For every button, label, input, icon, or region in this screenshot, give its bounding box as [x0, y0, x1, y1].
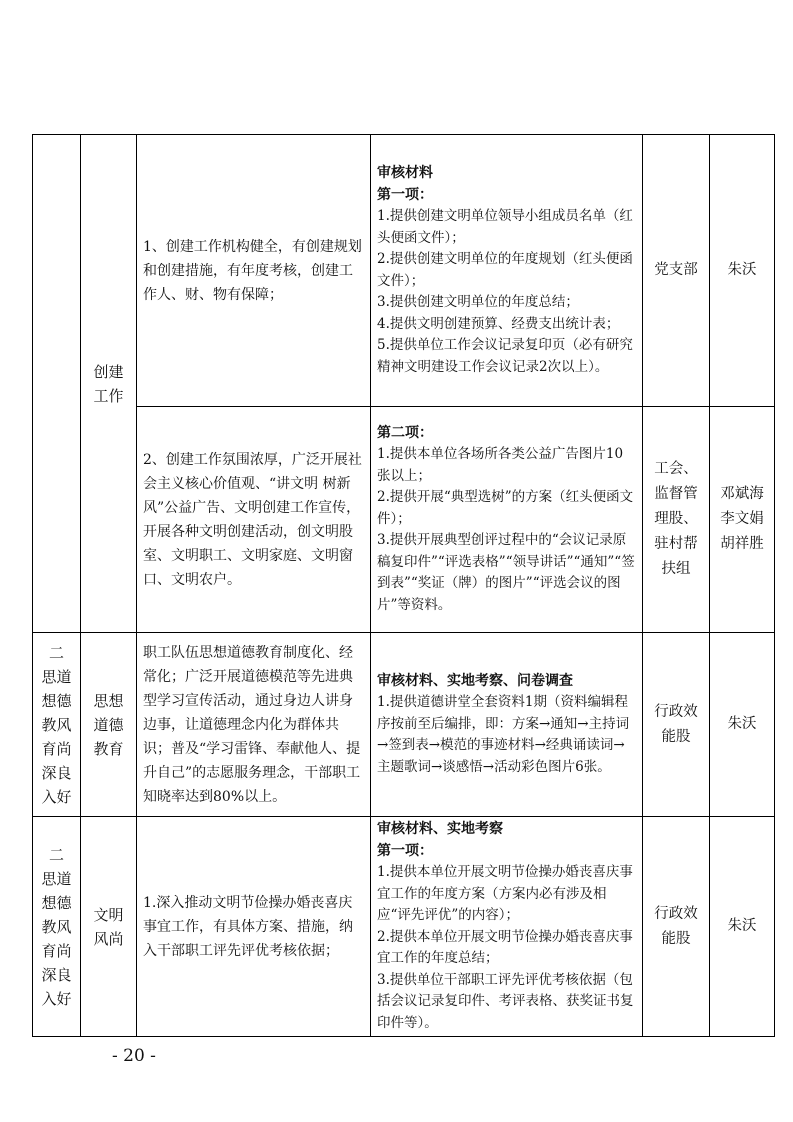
- category-cell-empty: [33, 135, 81, 633]
- material-item: 2.提供本单位开展文明节俭操办婚丧喜庆事宜工作的年度总结；: [377, 928, 633, 966]
- criterion-text: 1、创建工作机构健全，有创建规划和创建措施，有年度考核，创建工作人、财、物有保障；: [143, 238, 362, 303]
- subcategory-label: 创建 工作: [93, 362, 124, 405]
- department-cell: [643, 407, 710, 633]
- person-cell: [710, 817, 775, 1037]
- department-text: 行政效 能股: [654, 703, 698, 745]
- department-cell: [643, 633, 710, 817]
- material-item: 1.提供本单位各场所各类公益广告图片10张以上；: [377, 446, 624, 484]
- person-cell: [710, 135, 775, 407]
- material-item: 3.提供开展典型创评过程中的“会议记录原稿复印件”“评选表格”“领导讲话”“通知”“签到表”“奖证（牌）的图片”“评选会议的图片”等资料。: [377, 532, 635, 613]
- material-item: 2.提供开展“典型选树”的方案（红头便函文件）；: [377, 489, 634, 527]
- person-cell: [710, 407, 775, 633]
- subcategory-cell: [81, 633, 137, 817]
- table-row: [33, 633, 775, 817]
- table-row: [33, 135, 775, 407]
- materials-heading: 审核材料、实地考察: [377, 821, 503, 837]
- materials-heading: 审核材料、实地考察、问卷调查: [377, 672, 573, 689]
- materials-heading: 审核材料: [377, 165, 433, 181]
- criterion-text: 1.深入推动文明节俭操办婚丧喜庆事宜工作，有具体方案、措施，纳入干部职工评先评优考核依据；: [143, 894, 353, 959]
- materials-cell: [371, 633, 643, 817]
- materials-subheading: 第二项：: [377, 424, 433, 441]
- department-text: 工会、 监督管 理股、 驻村帮 扶组: [654, 461, 698, 577]
- subcategory-label: 文明 风尚: [93, 905, 124, 948]
- department-cell: [643, 817, 710, 1037]
- subcategory-label: 思想 道德 教育: [93, 691, 124, 758]
- category-label: 二 思道 想德 教风 育尚 深良 入好: [41, 845, 72, 1008]
- material-item: 3.提供单位干部职工评先评优考核依据（包括会议记录复印件、考评表格、获奖证书复印件等）。: [377, 971, 634, 1031]
- category-cell: [33, 633, 81, 817]
- person-text: 朱沃: [727, 918, 757, 934]
- table-row: [33, 407, 775, 633]
- criterion-text: 2、创建工作氛围浓厚，广泛开展社会主义核心价值观、“讲文明 树新风”公益广告、文明创建工作宣传，开展各种文明创建活动，创文明股室、文明职工、文明家庭、文明窗口、文明农户。: [143, 451, 362, 588]
- category-cell: [33, 817, 81, 1037]
- material-item: 3.提供创建文明单位的年度总结；: [377, 294, 579, 310]
- criterion-cell: [137, 633, 371, 817]
- materials-cell: [371, 135, 643, 407]
- person-text: 邓斌海 李文娟 胡祥胜: [720, 486, 764, 552]
- person-cell: [710, 633, 775, 817]
- material-item: 1.提供创建文明单位领导小组成员名单（红头便函文件）；: [377, 208, 633, 246]
- material-item: 4.提供文明创建预算、经费支出统计表；: [377, 315, 620, 332]
- department-text: 党支部: [654, 262, 698, 278]
- materials-cell: [371, 407, 643, 633]
- subcategory-cell: [81, 135, 137, 633]
- person-text: 朱沃: [727, 716, 757, 732]
- material-item: 1.提供本单位开展文明节俭操办婚丧喜庆事宜工作的年度方案（方案内必有涉及相应“评先评优”的内容）；: [377, 864, 633, 923]
- page-number: - 20 -: [112, 1046, 156, 1066]
- department-text: 行政效 能股: [654, 905, 698, 947]
- subcategory-cell: [81, 817, 137, 1037]
- materials-subheading: 第一项：: [377, 186, 433, 203]
- person-text: 朱沃: [727, 262, 757, 278]
- material-item: 5.提供单位工作会议记录复印页（必有研究精神文明建设工作会议记录2次以上）。: [377, 337, 633, 375]
- category-label: 二 思道 想德 教风 育尚 深良 入好: [41, 643, 72, 806]
- criterion-cell: [137, 407, 371, 633]
- materials-cell: [371, 817, 643, 1037]
- table-row: [33, 817, 775, 1037]
- department-cell: [643, 135, 710, 407]
- criterion-text: 职工队伍思想道德教育制度化、经常化；广泛开展道德模范等先进典型学习宣传活动，通过身边人讲身边事，让道德理念内化为群体共识；普及“学习雷锋、奉献他人、提升自己”的志愿服务理念，干部职工知晓率达到80%以上。: [143, 644, 361, 805]
- material-item: 1.提供道德讲堂全套资料1期（资料编辑程序按前至后编排，即：方案→通知→主持词→签到表→模范的事迹材料→经典诵读词→主题歌词→谈感悟→活动彩色图片6张。: [377, 694, 630, 775]
- criterion-cell: [137, 135, 371, 407]
- materials-subheading: 第一项：: [377, 842, 433, 859]
- criterion-cell: [137, 817, 371, 1037]
- material-item: 2.提供创建文明单位的年度规划（红头便函文件）；: [377, 251, 633, 289]
- criteria-table: [32, 134, 775, 1037]
